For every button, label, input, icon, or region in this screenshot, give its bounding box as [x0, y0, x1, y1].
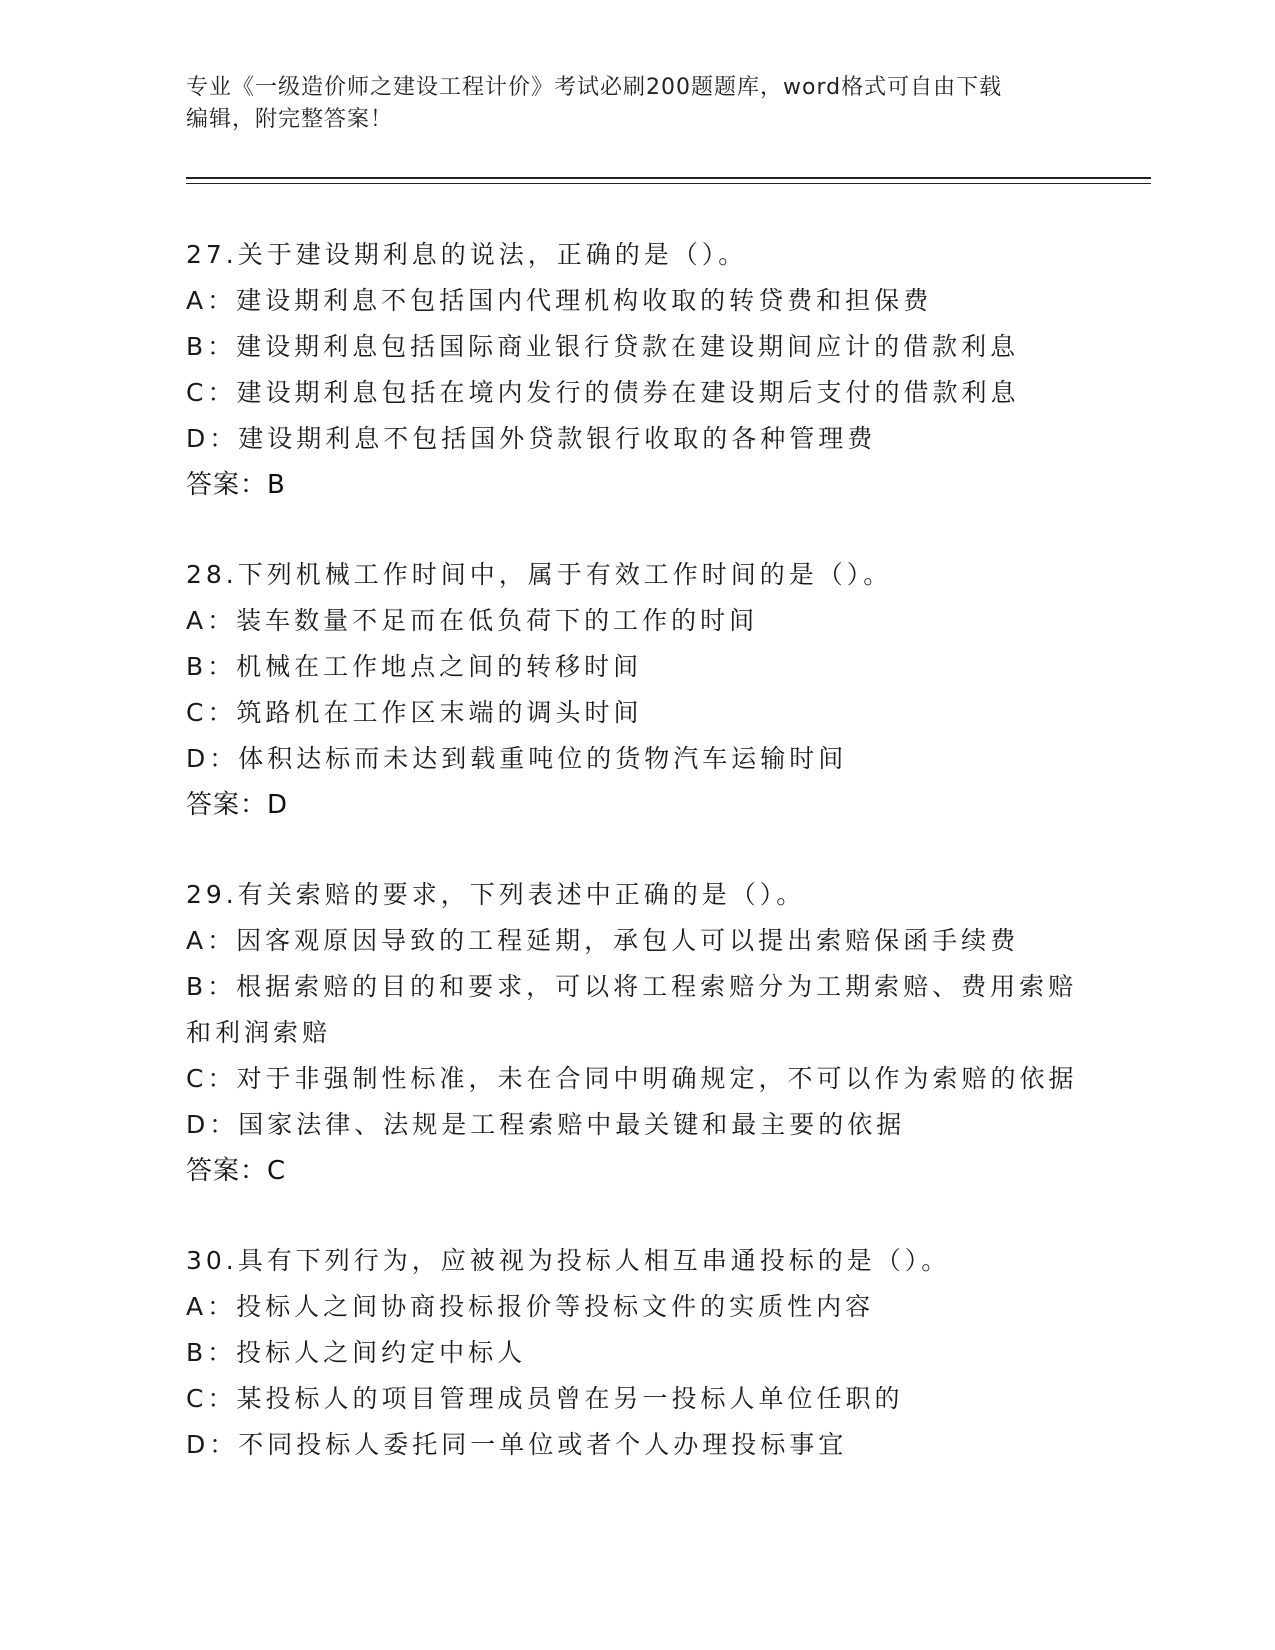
document-header — [186, 72, 1076, 136]
question-list — [186, 232, 1086, 1512]
question-stem: 29.有关索赔的要求，下列表述中正确的是（）。 — [186, 880, 806, 909]
option-c: C：建设期利息包括在境内发行的债券在建设期后支付的借款利息 — [186, 378, 1020, 407]
option-b: B：投标人之间约定中标人 — [186, 1338, 527, 1367]
answer: 答案：D — [186, 790, 289, 820]
option-b: B：机械在工作地点之间的转移时间 — [186, 652, 643, 681]
option-d: D：体积达标而未达到载重吨位的货物汽车运输时间 — [186, 744, 848, 773]
option-a: A：投标人之间协商投标报价等投标文件的实质性内容 — [186, 1292, 875, 1321]
answer: 答案：C — [186, 1156, 287, 1186]
option-c: C：对于非强制性标准，未在合同中明确规定，不可以作为索赔的依据 — [186, 1064, 1078, 1093]
question-30 — [186, 1238, 1086, 1468]
option-b: B：建设期利息包括国际商业银行贷款在建设期间应计的借款利息 — [186, 332, 1020, 361]
header-line-1: 专业《一级造价师之建设工程计价》考试必刷200题题库，word格式可自由下载 — [186, 75, 1003, 100]
question-28 — [186, 552, 1086, 828]
question-27 — [186, 232, 1086, 508]
option-a: A：因客观原因导致的工程延期，承包人可以提出索赔保函手续费 — [186, 926, 1020, 955]
header-line-2: 编辑，附完整答案！ — [186, 107, 394, 132]
option-d: D：建设期利息不包括国外贷款银行收取的各种管理费 — [186, 424, 877, 453]
option-d: D：国家法律、法规是工程索赔中最关键和最主要的依据 — [186, 1110, 906, 1139]
question-stem: 30.具有下列行为，应被视为投标人相互串通投标的是（）。 — [186, 1246, 951, 1275]
question-stem: 28.下列机械工作时间中，属于有效工作时间的是（）。 — [186, 560, 893, 589]
question-stem: 27.关于建设期利息的说法，正确的是（）。 — [186, 240, 748, 269]
question-29 — [186, 872, 1086, 1194]
option-c: C：筑路机在工作区末端的调头时间 — [186, 698, 643, 727]
header-divider-thick — [186, 177, 1151, 179]
answer: 答案：B — [186, 470, 286, 500]
option-c: C：某投标人的项目管理成员曾在另一投标人单位任职的 — [186, 1384, 904, 1413]
header-divider-thin — [186, 183, 1151, 184]
option-a: A：装车数量不足而在低负荷下的工作的时间 — [186, 606, 759, 635]
option-d: D：不同投标人委托同一单位或者个人办理投标事宜 — [186, 1430, 848, 1459]
option-b: B：根据索赔的目的和要求，可以将工程索赔分为工期索赔、费用索赔和利润索赔 — [186, 972, 1078, 1047]
option-a: A：建设期利息不包括国内代理机构收取的转贷费和担保费 — [186, 286, 933, 315]
